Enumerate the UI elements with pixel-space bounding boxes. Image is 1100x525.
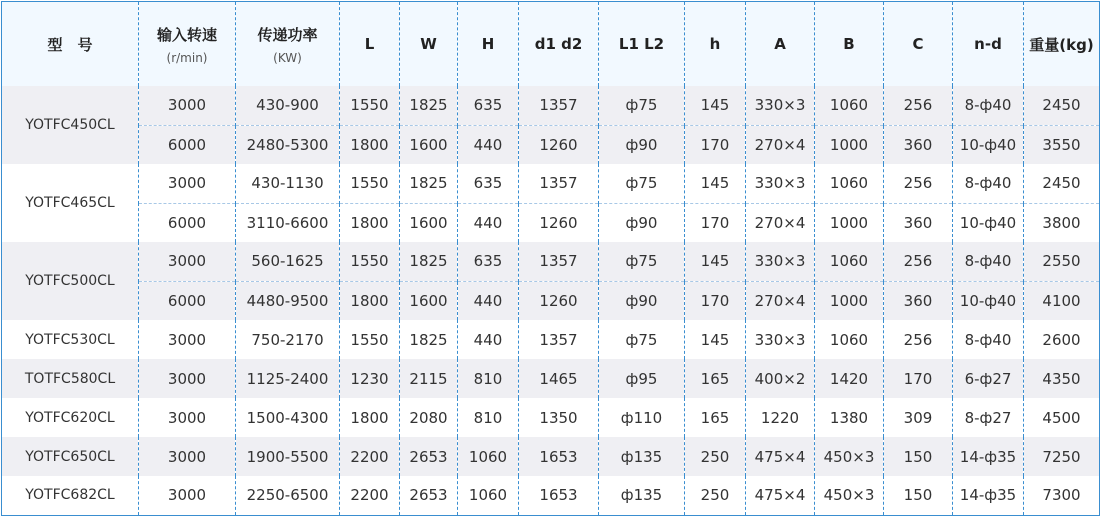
table-cell: 1653 <box>519 476 599 515</box>
table-cell: 1825 <box>400 164 458 203</box>
column-header <box>458 2 519 87</box>
table-cell: 250 <box>685 437 746 476</box>
table-cell: 2480-5300 <box>236 125 340 164</box>
table-cell: 1550 <box>340 320 400 359</box>
table-cell: 1357 <box>519 242 599 281</box>
table-cell: 1125-2400 <box>236 359 340 398</box>
table-cell: 1600 <box>400 203 458 242</box>
table-cell: 1465 <box>519 359 599 398</box>
table-cell: 3000 <box>139 164 236 203</box>
model-cell: YOTFC650CL <box>2 437 139 476</box>
column-header <box>2 2 139 87</box>
table-cell: 8-ф27 <box>953 398 1024 437</box>
table-cell: 8-ф40 <box>953 86 1024 125</box>
table-cell: 1550 <box>340 242 400 281</box>
table-cell: 3000 <box>139 320 236 359</box>
table-cell: ф90 <box>599 125 685 164</box>
table-cell: 256 <box>884 164 953 203</box>
column-header-unit: (r/min) <box>166 50 208 65</box>
table-cell: 2115 <box>400 359 458 398</box>
table-cell: 2550 <box>1024 242 1100 281</box>
table-cell: 560-1625 <box>236 242 340 281</box>
table-cell: 810 <box>458 359 519 398</box>
table-cell: 8-ф40 <box>953 320 1024 359</box>
table-cell: 1825 <box>400 320 458 359</box>
table-cell: 8-ф40 <box>953 164 1024 203</box>
column-header-label: 型 号 <box>47 35 93 54</box>
model-cell: YOTFC530CL <box>2 320 139 359</box>
table-cell: 170 <box>884 359 953 398</box>
table-cell: 810 <box>458 398 519 437</box>
table-cell: 440 <box>458 203 519 242</box>
table-row <box>2 398 1100 437</box>
table-cell: 256 <box>884 242 953 281</box>
model-cell: YOTFC620CL <box>2 398 139 437</box>
table-body <box>2 86 1100 515</box>
table-cell: 1357 <box>519 164 599 203</box>
column-header <box>599 2 685 87</box>
table-cell: 10-ф40 <box>953 125 1024 164</box>
table-cell: 1420 <box>815 359 884 398</box>
table-row <box>2 359 1100 398</box>
table-cell: ф95 <box>599 359 685 398</box>
table-cell: 440 <box>458 281 519 320</box>
table-cell: 250 <box>685 476 746 515</box>
column-header <box>815 2 884 87</box>
table-cell: 1825 <box>400 242 458 281</box>
table-cell: 1600 <box>400 281 458 320</box>
model-cell: YOTFC465CL <box>2 164 139 242</box>
column-header-label: h <box>709 35 721 53</box>
table-cell: 145 <box>685 320 746 359</box>
table-cell: 1800 <box>340 125 400 164</box>
table-cell: 170 <box>685 203 746 242</box>
column-header <box>884 2 953 87</box>
table-cell: 270×4 <box>746 125 815 164</box>
table-cell: 2250-6500 <box>236 476 340 515</box>
table-cell: 430-1130 <box>236 164 340 203</box>
table-cell: 1000 <box>815 281 884 320</box>
column-header <box>340 2 400 87</box>
column-header-label: C <box>912 35 924 53</box>
table-cell: 4100 <box>1024 281 1100 320</box>
table-cell: 170 <box>685 281 746 320</box>
column-header-label: 输入转速 <box>156 25 217 44</box>
table-cell: 2600 <box>1024 320 1100 359</box>
table-cell: 1600 <box>400 125 458 164</box>
table-cell: 360 <box>884 281 953 320</box>
table-cell: 1380 <box>815 398 884 437</box>
table-row <box>2 203 1100 242</box>
table-cell: 165 <box>685 359 746 398</box>
table-cell: 7300 <box>1024 476 1100 515</box>
table-cell: 3000 <box>139 476 236 515</box>
table-cell: 7250 <box>1024 437 1100 476</box>
table-cell: 1350 <box>519 398 599 437</box>
column-header-label: n-d <box>974 35 1002 53</box>
table-cell: 750-2170 <box>236 320 340 359</box>
column-header-label: B <box>843 35 855 53</box>
table-cell: 2450 <box>1024 86 1100 125</box>
header-row <box>2 2 1100 87</box>
table-cell: 1220 <box>746 398 815 437</box>
spec-table <box>1 1 1100 516</box>
table-cell: 1060 <box>815 86 884 125</box>
table-header <box>2 2 1100 87</box>
table-cell: 2653 <box>400 437 458 476</box>
table-cell: 6-ф27 <box>953 359 1024 398</box>
column-header-label: A <box>774 35 786 53</box>
table-cell: ф75 <box>599 242 685 281</box>
table-cell: 1357 <box>519 86 599 125</box>
table-row <box>2 86 1100 125</box>
table-row <box>2 320 1100 359</box>
table-cell: 430-900 <box>236 86 340 125</box>
table-cell: ф75 <box>599 164 685 203</box>
table-cell: 2080 <box>400 398 458 437</box>
table-cell: 1060 <box>815 242 884 281</box>
table-cell: 4480-9500 <box>236 281 340 320</box>
table-cell: 270×4 <box>746 281 815 320</box>
model-cell: YOTFC682CL <box>2 476 139 515</box>
column-header <box>953 2 1024 87</box>
table-cell: 1800 <box>340 398 400 437</box>
table-cell: 1260 <box>519 203 599 242</box>
column-header <box>746 2 815 87</box>
table-cell: 145 <box>685 242 746 281</box>
table-cell: 1900-5500 <box>236 437 340 476</box>
table-cell: 165 <box>685 398 746 437</box>
table-cell: 3000 <box>139 398 236 437</box>
table-cell: 1060 <box>815 164 884 203</box>
model-cell: YOTFC450CL <box>2 86 139 164</box>
table-cell: 635 <box>458 164 519 203</box>
table-cell: 1260 <box>519 281 599 320</box>
table-cell: 2200 <box>340 437 400 476</box>
table-cell: 145 <box>685 164 746 203</box>
table-cell: 400×2 <box>746 359 815 398</box>
table-row <box>2 281 1100 320</box>
table-cell: ф90 <box>599 281 685 320</box>
table-cell: 8-ф40 <box>953 242 1024 281</box>
table-cell: 256 <box>884 86 953 125</box>
table-cell: 1800 <box>340 203 400 242</box>
column-header <box>236 2 340 87</box>
table-cell: 475×4 <box>746 437 815 476</box>
table-row <box>2 476 1100 515</box>
table-cell: 150 <box>884 437 953 476</box>
table-cell: 309 <box>884 398 953 437</box>
table-cell: 330×3 <box>746 86 815 125</box>
column-header-label: W <box>420 35 437 53</box>
column-header-label: L <box>364 35 375 53</box>
table-cell: 635 <box>458 242 519 281</box>
table-cell: 360 <box>884 203 953 242</box>
table-cell: ф75 <box>599 86 685 125</box>
table-cell: 330×3 <box>746 242 815 281</box>
table-cell: 450×3 <box>815 437 884 476</box>
table-cell: 360 <box>884 125 953 164</box>
table-cell: 440 <box>458 125 519 164</box>
table-cell: 1500-4300 <box>236 398 340 437</box>
table-cell: 3000 <box>139 359 236 398</box>
column-header-label: 重量(kg) <box>1029 35 1094 54</box>
table-cell: 330×3 <box>746 164 815 203</box>
table-cell: 4350 <box>1024 359 1100 398</box>
table-cell: 10-ф40 <box>953 203 1024 242</box>
table-cell: 2450 <box>1024 164 1100 203</box>
column-header <box>685 2 746 87</box>
table-cell: ф90 <box>599 203 685 242</box>
column-header-label: L1 L2 <box>618 35 665 53</box>
table-cell: 3550 <box>1024 125 1100 164</box>
table-cell: 145 <box>685 86 746 125</box>
table-cell: ф135 <box>599 476 685 515</box>
column-header-label: d1 d2 <box>534 35 583 53</box>
table-cell: ф135 <box>599 437 685 476</box>
table-cell: 10-ф40 <box>953 281 1024 320</box>
column-header <box>139 2 236 87</box>
column-header <box>519 2 599 87</box>
table-cell: 440 <box>458 320 519 359</box>
table-cell: 1060 <box>458 476 519 515</box>
table-row <box>2 164 1100 203</box>
column-header-label: H <box>481 35 495 53</box>
table-cell: 256 <box>884 320 953 359</box>
table-cell: 1000 <box>815 125 884 164</box>
table-cell: 450×3 <box>815 476 884 515</box>
model-cell: YOTFC500CL <box>2 242 139 320</box>
table-cell: 330×3 <box>746 320 815 359</box>
table-cell: ф75 <box>599 320 685 359</box>
table-cell: 270×4 <box>746 203 815 242</box>
table-cell: 1550 <box>340 164 400 203</box>
table-cell: ф110 <box>599 398 685 437</box>
column-header-label: 传递功率 <box>257 25 318 44</box>
table-cell: 2200 <box>340 476 400 515</box>
table-cell: 14-ф35 <box>953 476 1024 515</box>
table-cell: 170 <box>685 125 746 164</box>
table-cell: 14-ф35 <box>953 437 1024 476</box>
table-cell: 635 <box>458 86 519 125</box>
table-cell: 1550 <box>340 86 400 125</box>
table-cell: 1800 <box>340 281 400 320</box>
column-header <box>400 2 458 87</box>
column-header-unit: (KW) <box>273 50 302 65</box>
table-cell: 1230 <box>340 359 400 398</box>
table-cell: 2653 <box>400 476 458 515</box>
table-cell: 3000 <box>139 242 236 281</box>
table-cell: 1060 <box>458 437 519 476</box>
table-cell: 1000 <box>815 203 884 242</box>
table-cell: 3800 <box>1024 203 1100 242</box>
table-row <box>2 242 1100 281</box>
table-cell: 6000 <box>139 281 236 320</box>
table-cell: 1653 <box>519 437 599 476</box>
table-cell: 1825 <box>400 86 458 125</box>
table-cell: 1060 <box>815 320 884 359</box>
table-cell: 150 <box>884 476 953 515</box>
model-cell: TOTFC580CL <box>2 359 139 398</box>
table-cell: 1260 <box>519 125 599 164</box>
table-row <box>2 437 1100 476</box>
table-cell: 475×4 <box>746 476 815 515</box>
table-cell: 3000 <box>139 86 236 125</box>
table-row <box>2 125 1100 164</box>
table-cell: 4500 <box>1024 398 1100 437</box>
table-cell: 6000 <box>139 203 236 242</box>
table-cell: 6000 <box>139 125 236 164</box>
table-cell: 3000 <box>139 437 236 476</box>
table-cell: 1357 <box>519 320 599 359</box>
table-cell: 3110-6600 <box>236 203 340 242</box>
column-header <box>1024 2 1100 87</box>
